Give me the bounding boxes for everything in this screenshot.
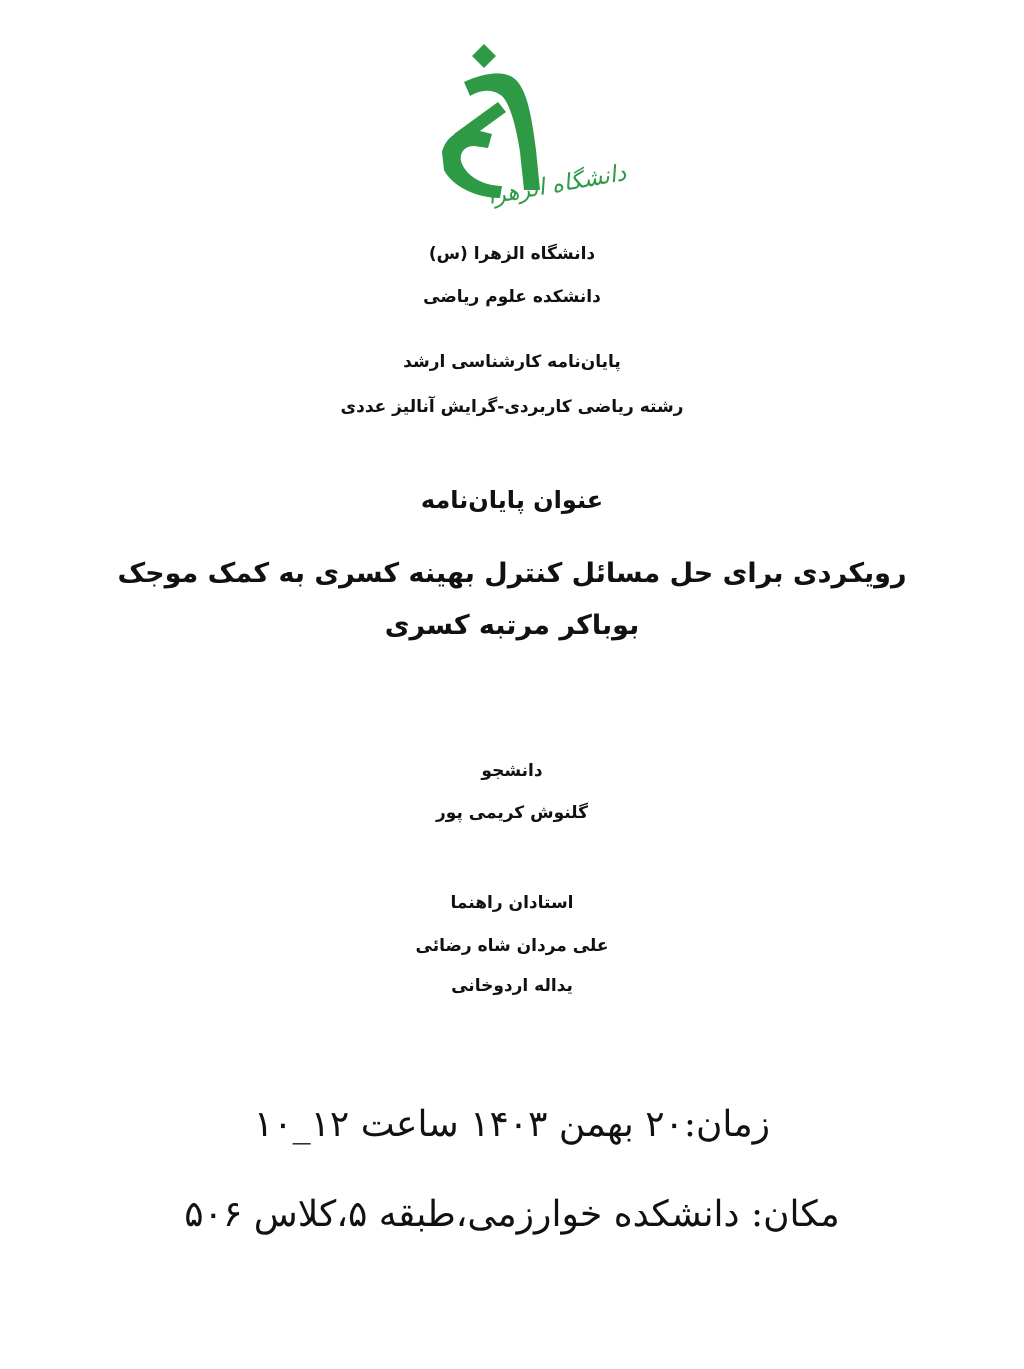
logo-diamond xyxy=(472,44,496,68)
major-label: رشته ریاضی کاربردی-گرایش آنالیز عددی xyxy=(340,397,684,417)
event-time: زمان:۲۰ بهمن ۱۴۰۳ ساعت ۱۲_۱۰ xyxy=(253,1104,771,1145)
student-label: دانشجو xyxy=(481,761,543,781)
advisors-label: استادان راهنما xyxy=(450,893,574,913)
thesis-title-label: عنوان پایان‌نامه xyxy=(420,486,604,514)
university-name: دانشگاه الزهرا (س) xyxy=(428,244,596,264)
degree-label: پایان‌نامه کارشناسی ارشد xyxy=(403,352,621,372)
logo-wordmark: دانشگاه الزهرا xyxy=(485,160,629,210)
event-place: مکان: دانشکده خوارزمی،طبقه ۵،کلاس ۵۰۶ xyxy=(184,1194,840,1235)
student-name: گلنوش کریمی پور xyxy=(436,803,588,823)
faculty-name: دانشکده علوم ریاضی xyxy=(423,287,601,307)
thesis-title-line2: بوباکر مرتبه کسری xyxy=(384,610,640,641)
thesis-title-line1: رویکردی برای حل مسائل کنترل بهینه کسری به کمک موجک xyxy=(117,558,907,589)
advisor-name-2: یداله اردوخانی xyxy=(451,976,573,996)
advisor-name-1: علی مردان شاه رضائی xyxy=(415,936,609,956)
